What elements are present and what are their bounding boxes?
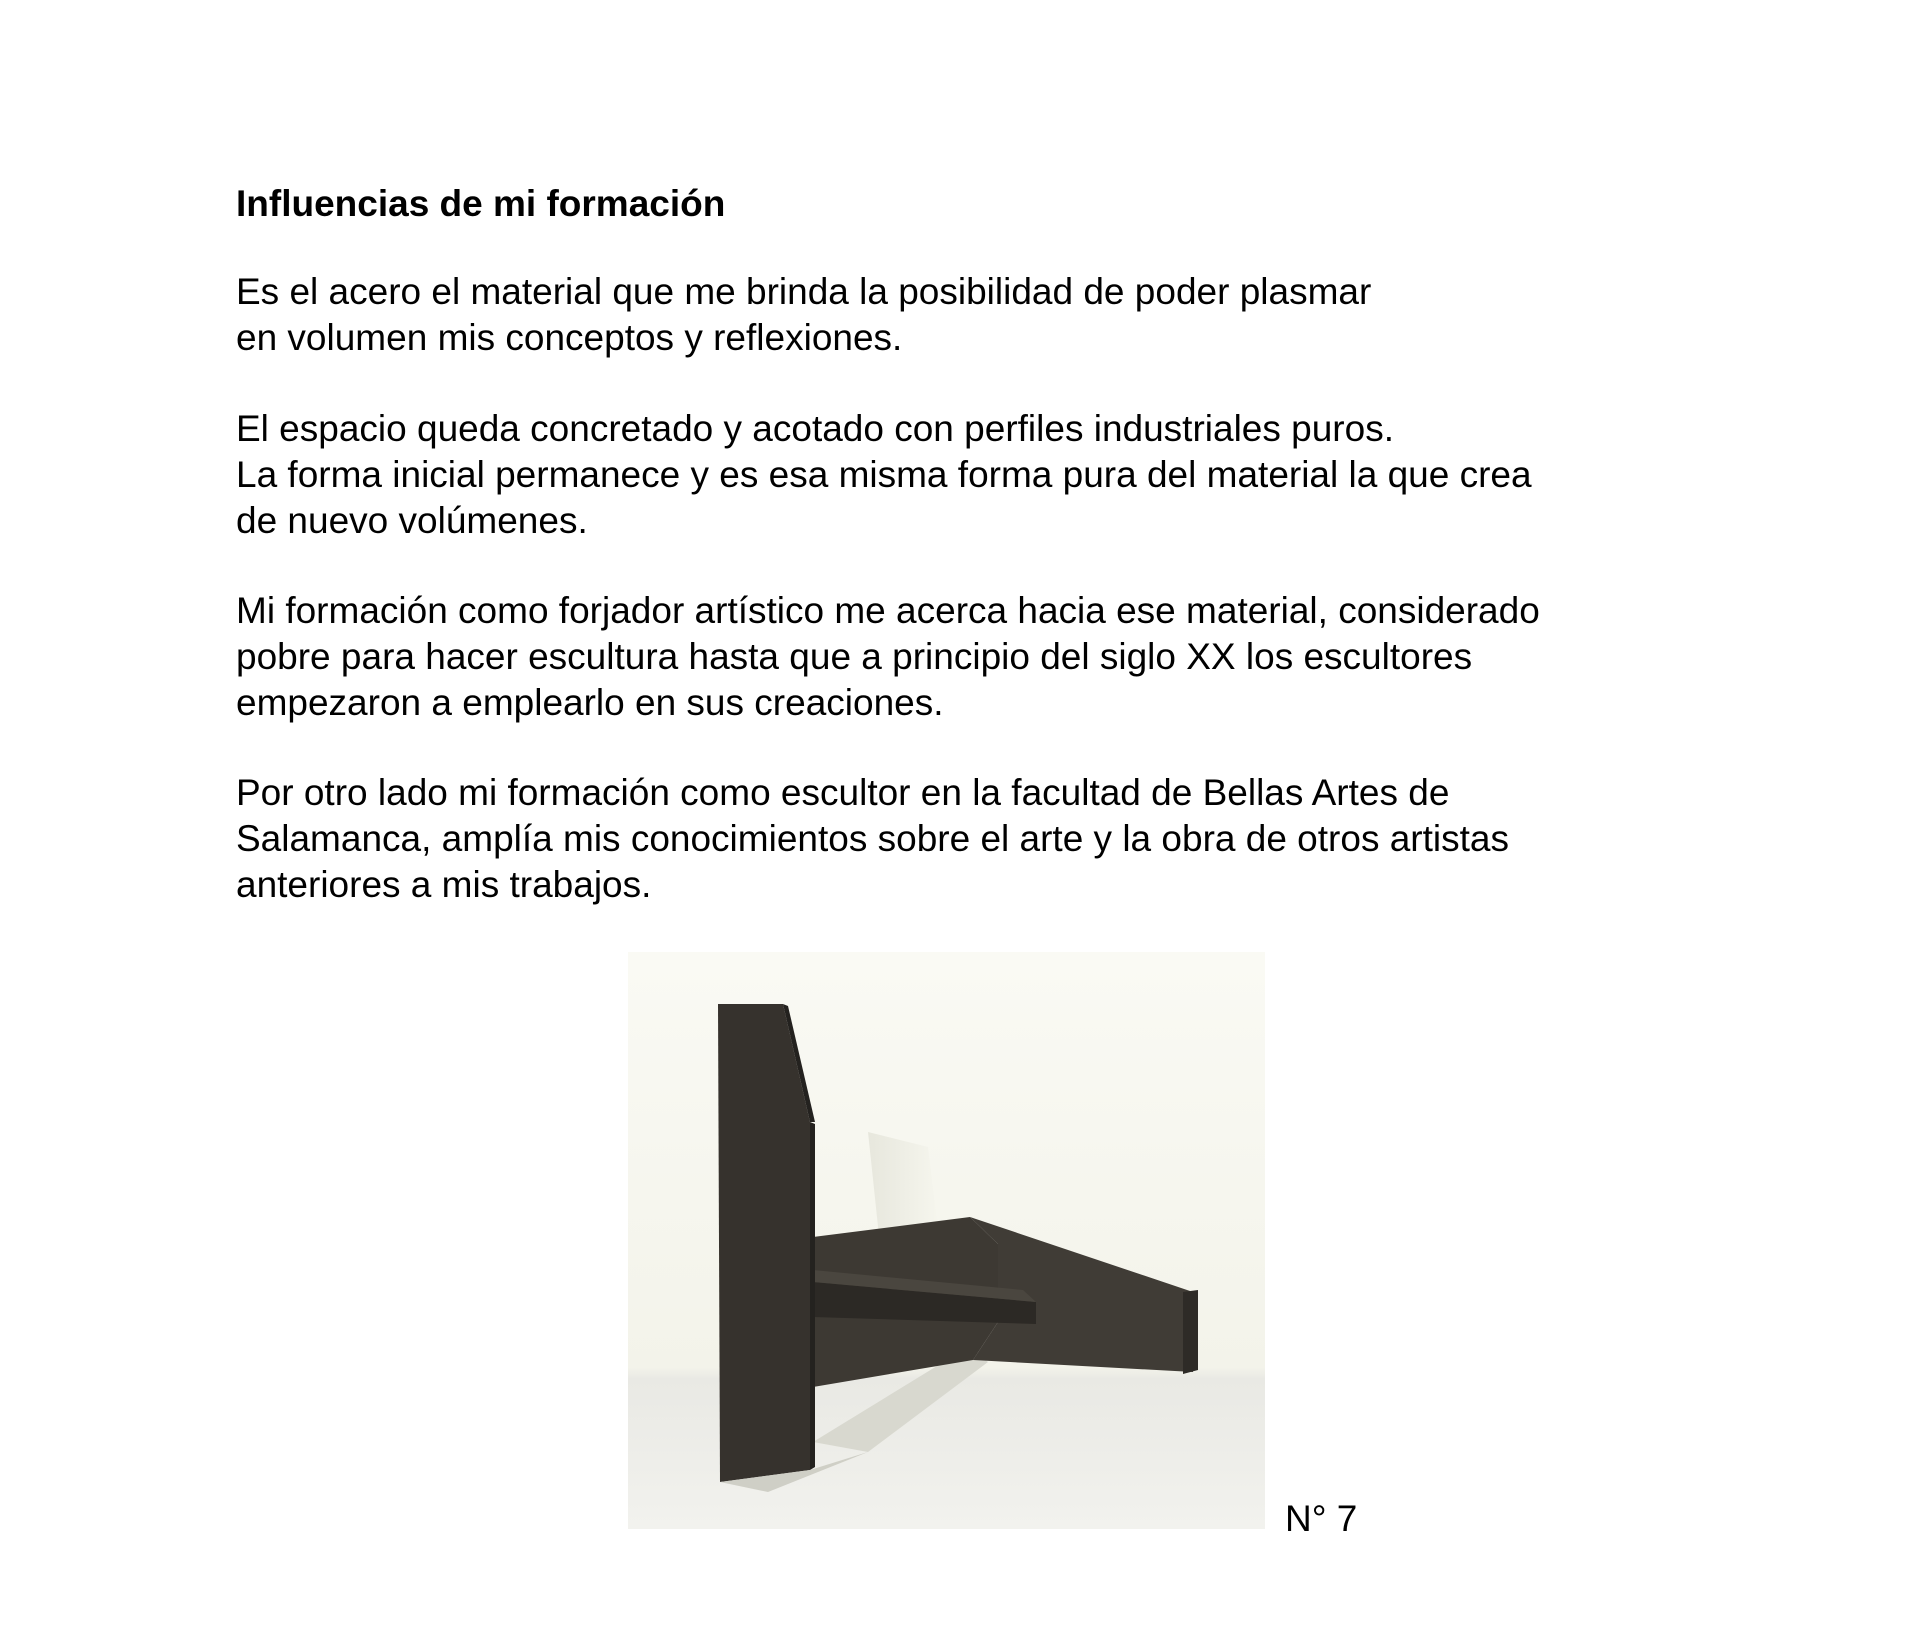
paragraph-3 (236, 588, 1736, 726)
paragraph-4 (236, 770, 1736, 908)
steel-sculpture-image (628, 952, 1265, 1529)
page-title: Influencias de mi formación (236, 183, 726, 224)
paragraph-line: pobre para hacer escultura hasta que a principio del siglo XX los escultores (236, 636, 1473, 677)
paragraph-line: empezaron a emplearlo en sus creaciones. (236, 682, 944, 723)
paragraph-line: en volumen mis conceptos y reflexiones. (236, 317, 903, 358)
paragraph-line: de nuevo volúmenes. (236, 500, 588, 541)
sculpture-photo (628, 952, 1265, 1529)
paragraph-line: El espacio queda concretado y acotado con perfiles industriales puros. (236, 408, 1394, 449)
paragraph-2 (236, 406, 1736, 544)
figure-caption: N° 7 (1285, 1498, 1358, 1539)
paragraph-line: Es el acero el material que me brinda la posibilidad de poder plasmar (236, 271, 1372, 312)
slab-side (810, 1122, 815, 1470)
paragraph-line: Salamanca, amplía mis conocimientos sobre el arte y la obra de otros artistas (236, 818, 1509, 859)
vertical-slab (718, 1004, 810, 1482)
paragraph-1 (236, 269, 1736, 361)
paragraph-line: Mi formación como forjador artístico me acerca hacia ese material, considerado (236, 590, 1540, 631)
paragraph-line: anteriores a mis trabajos. (236, 864, 652, 905)
paragraph-line: La forma inicial permanece y es esa misma forma pura del material la que crea (236, 454, 1532, 495)
right-wing-edge (1183, 1290, 1198, 1374)
paragraph-line: Por otro lado mi formación como escultor en la facultad de Bellas Artes de (236, 772, 1450, 813)
